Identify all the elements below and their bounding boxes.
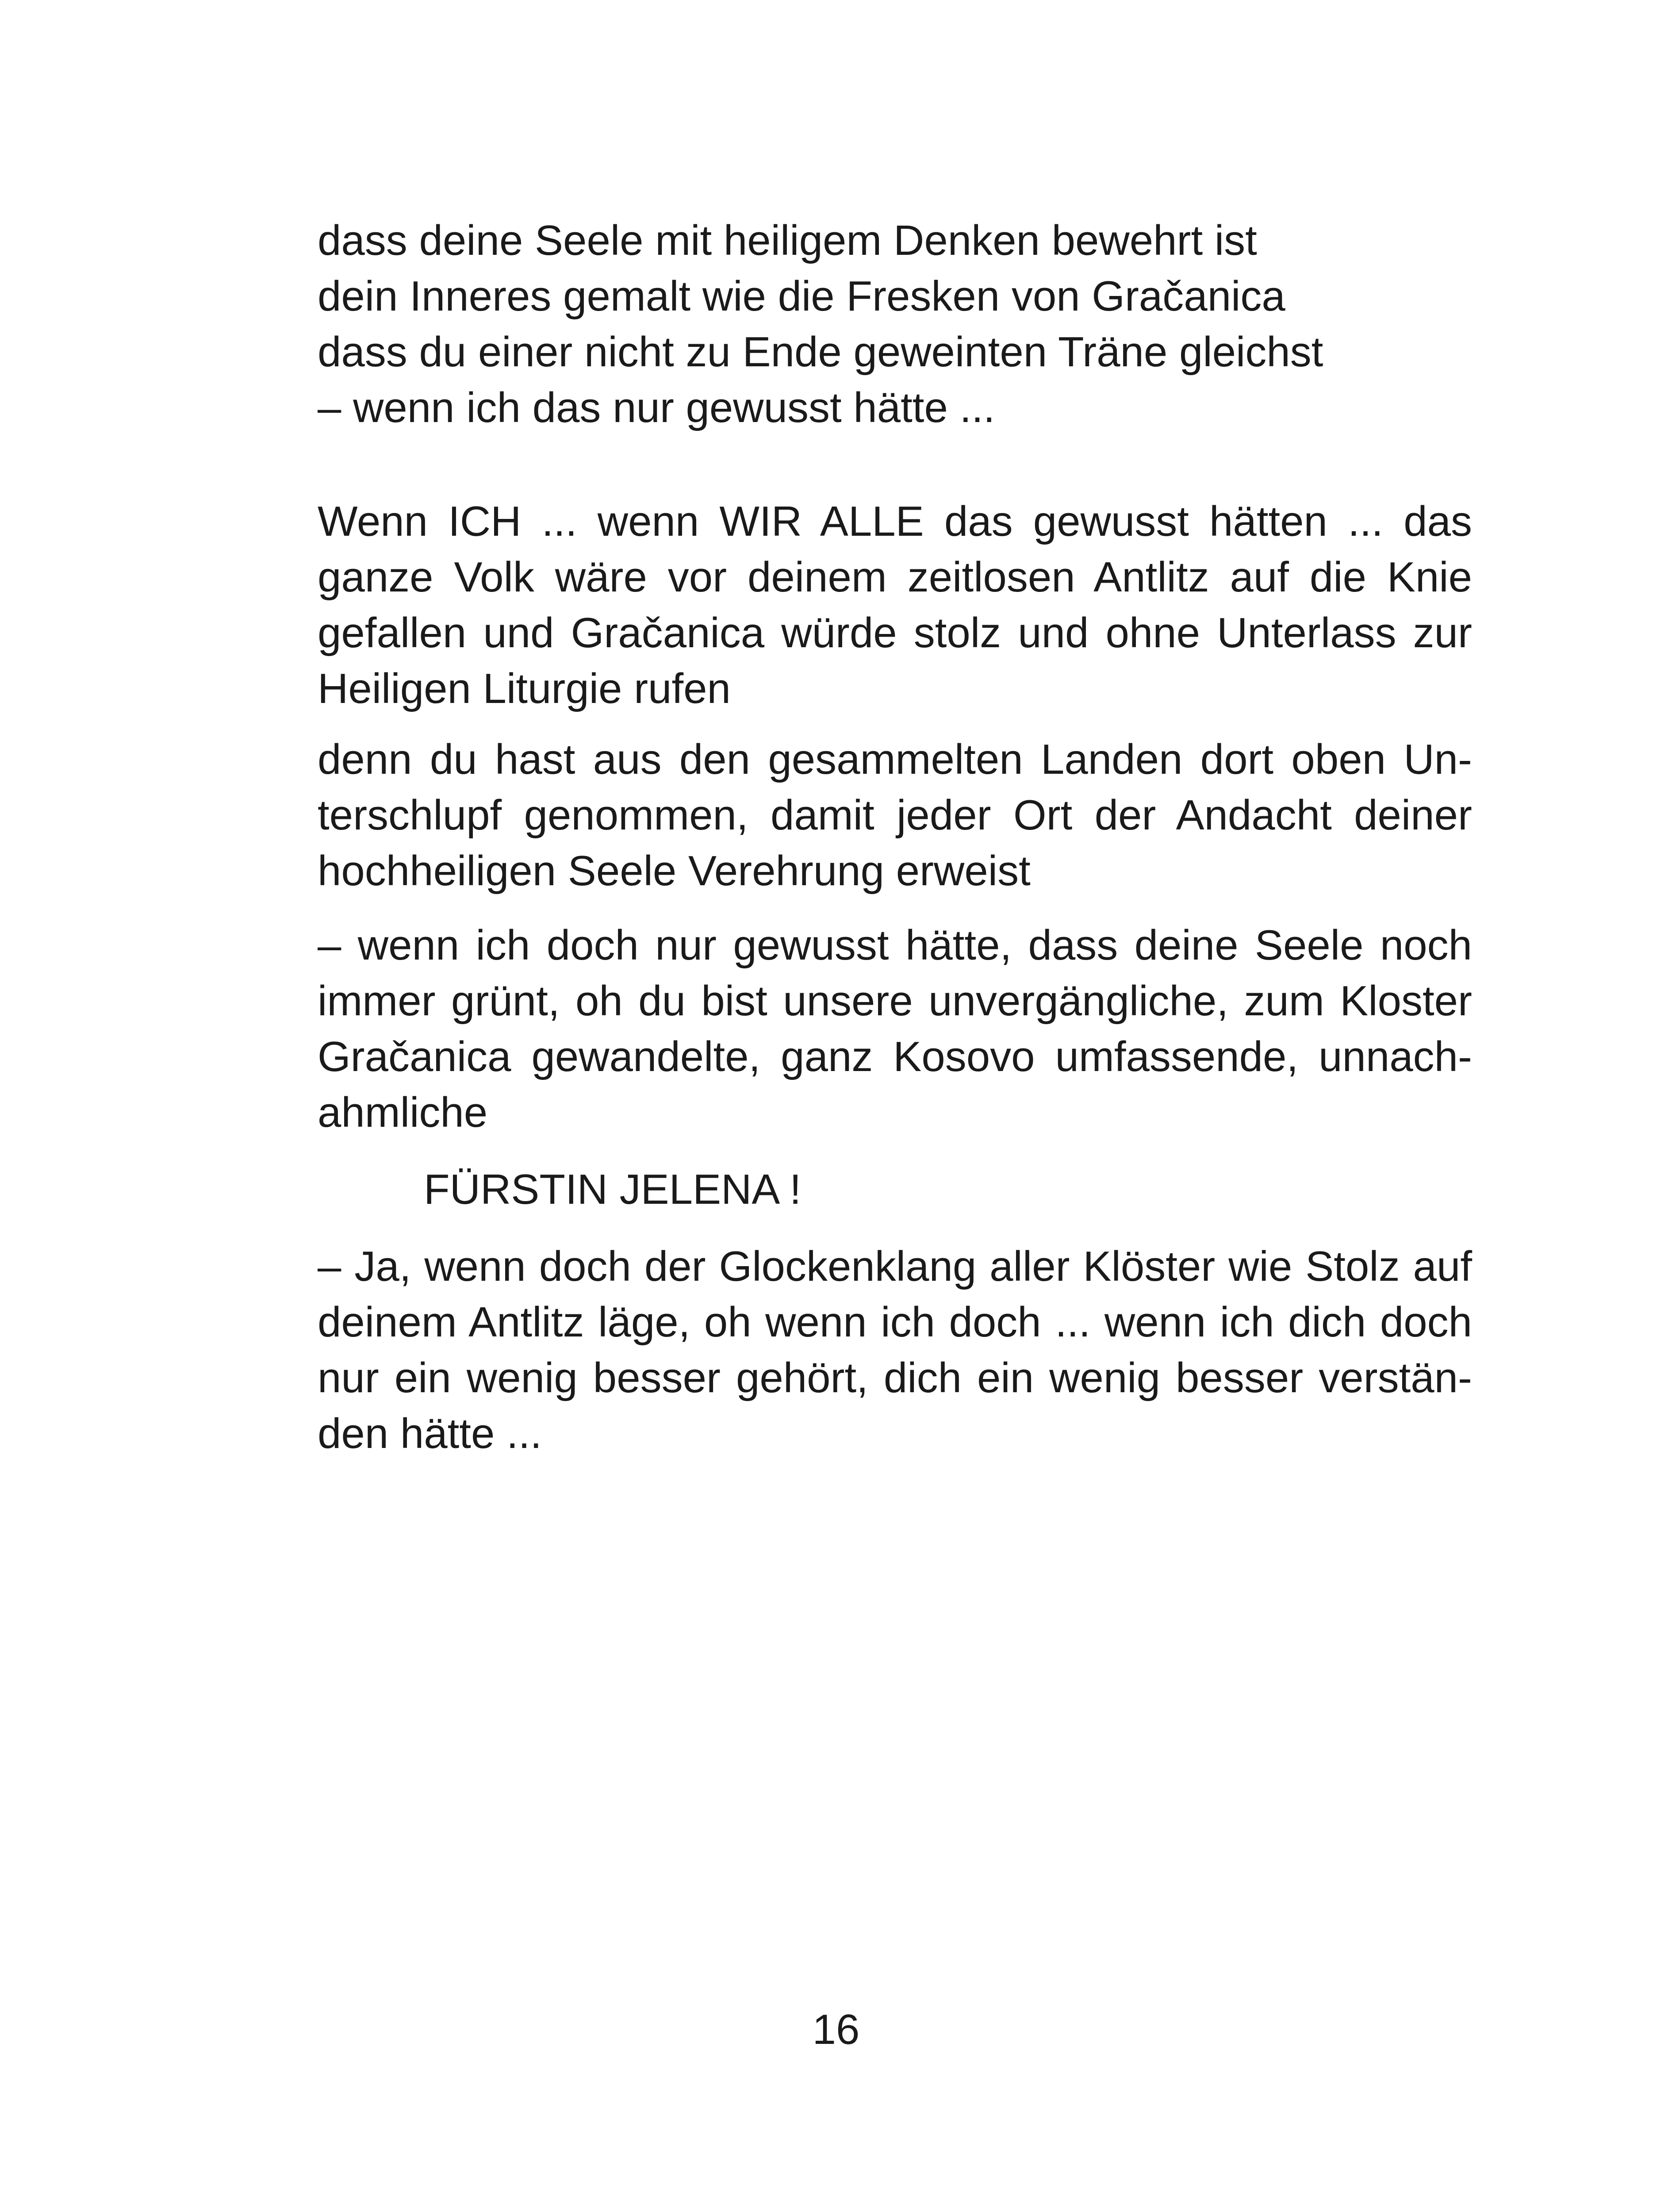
text-line: gefallen und Gračanica würde stolz und ohne Unterlass zur (318, 609, 1472, 657)
text-line: Wenn ICH ... wenn WIR ALLE das gewusst hätten ... das (318, 498, 1472, 545)
text-line: – Ja, wenn doch der Glockenklang aller Klöster wie Stolz auf (318, 1243, 1472, 1290)
text-line: nur ein wenig besser gehört, dich ein wenig besser verstän- (318, 1354, 1472, 1402)
paragraph-wenn-ich-doch (318, 918, 1472, 1141)
exclamation-line: FÜRSTIN JELENA ! (424, 1166, 801, 1213)
text-line: Heiligen Liturgie rufen (318, 665, 731, 712)
text-line: denn du hast aus den gesammelten Landen dort oben Un- (318, 736, 1472, 783)
text-line: terschlupf genommen, damit jeder Ort der Andacht deiner (318, 791, 1472, 839)
text-line: immer grünt, oh du bist unsere unvergängliche, zum Kloster (318, 977, 1472, 1025)
stanza-intro (318, 213, 1472, 436)
paragraph-ja-wenn (318, 1239, 1472, 1462)
text-line: – wenn ich doch nur gewusst hätte, dass deine Seele noch (318, 922, 1472, 969)
text-line: deinem Antlitz läge, oh wenn ich doch ... wenn ich dich doch (318, 1298, 1472, 1346)
text-line: dass deine Seele mit heiligem Denken bewehrt ist (318, 217, 1257, 264)
paragraph-denn-du (318, 732, 1472, 899)
text-line: – wenn ich das nur gewusst hätte ... (318, 384, 995, 431)
paragraph-wenn-ich (318, 494, 1472, 717)
text-line: ganze Volk wäre vor deinem zeitlosen Antlitz auf die Knie (318, 553, 1472, 601)
text-line: dass du einer nicht zu Ende geweinten Träne gleichst (318, 328, 1323, 376)
text-line: Gračanica gewandelte, ganz Kosovo umfassende, unnach- (318, 1033, 1472, 1080)
page-number: 16 (812, 2006, 860, 2053)
text-line: ahmliche (318, 1089, 488, 1136)
text-line: den hätte ... (318, 1410, 542, 1457)
text-line: dein Inneres gemalt wie die Fresken von Gračanica (318, 273, 1285, 320)
exclamation-heading (318, 1162, 1472, 1217)
text-line: hochheiligen Seele Verehrung erweist (318, 847, 1031, 895)
